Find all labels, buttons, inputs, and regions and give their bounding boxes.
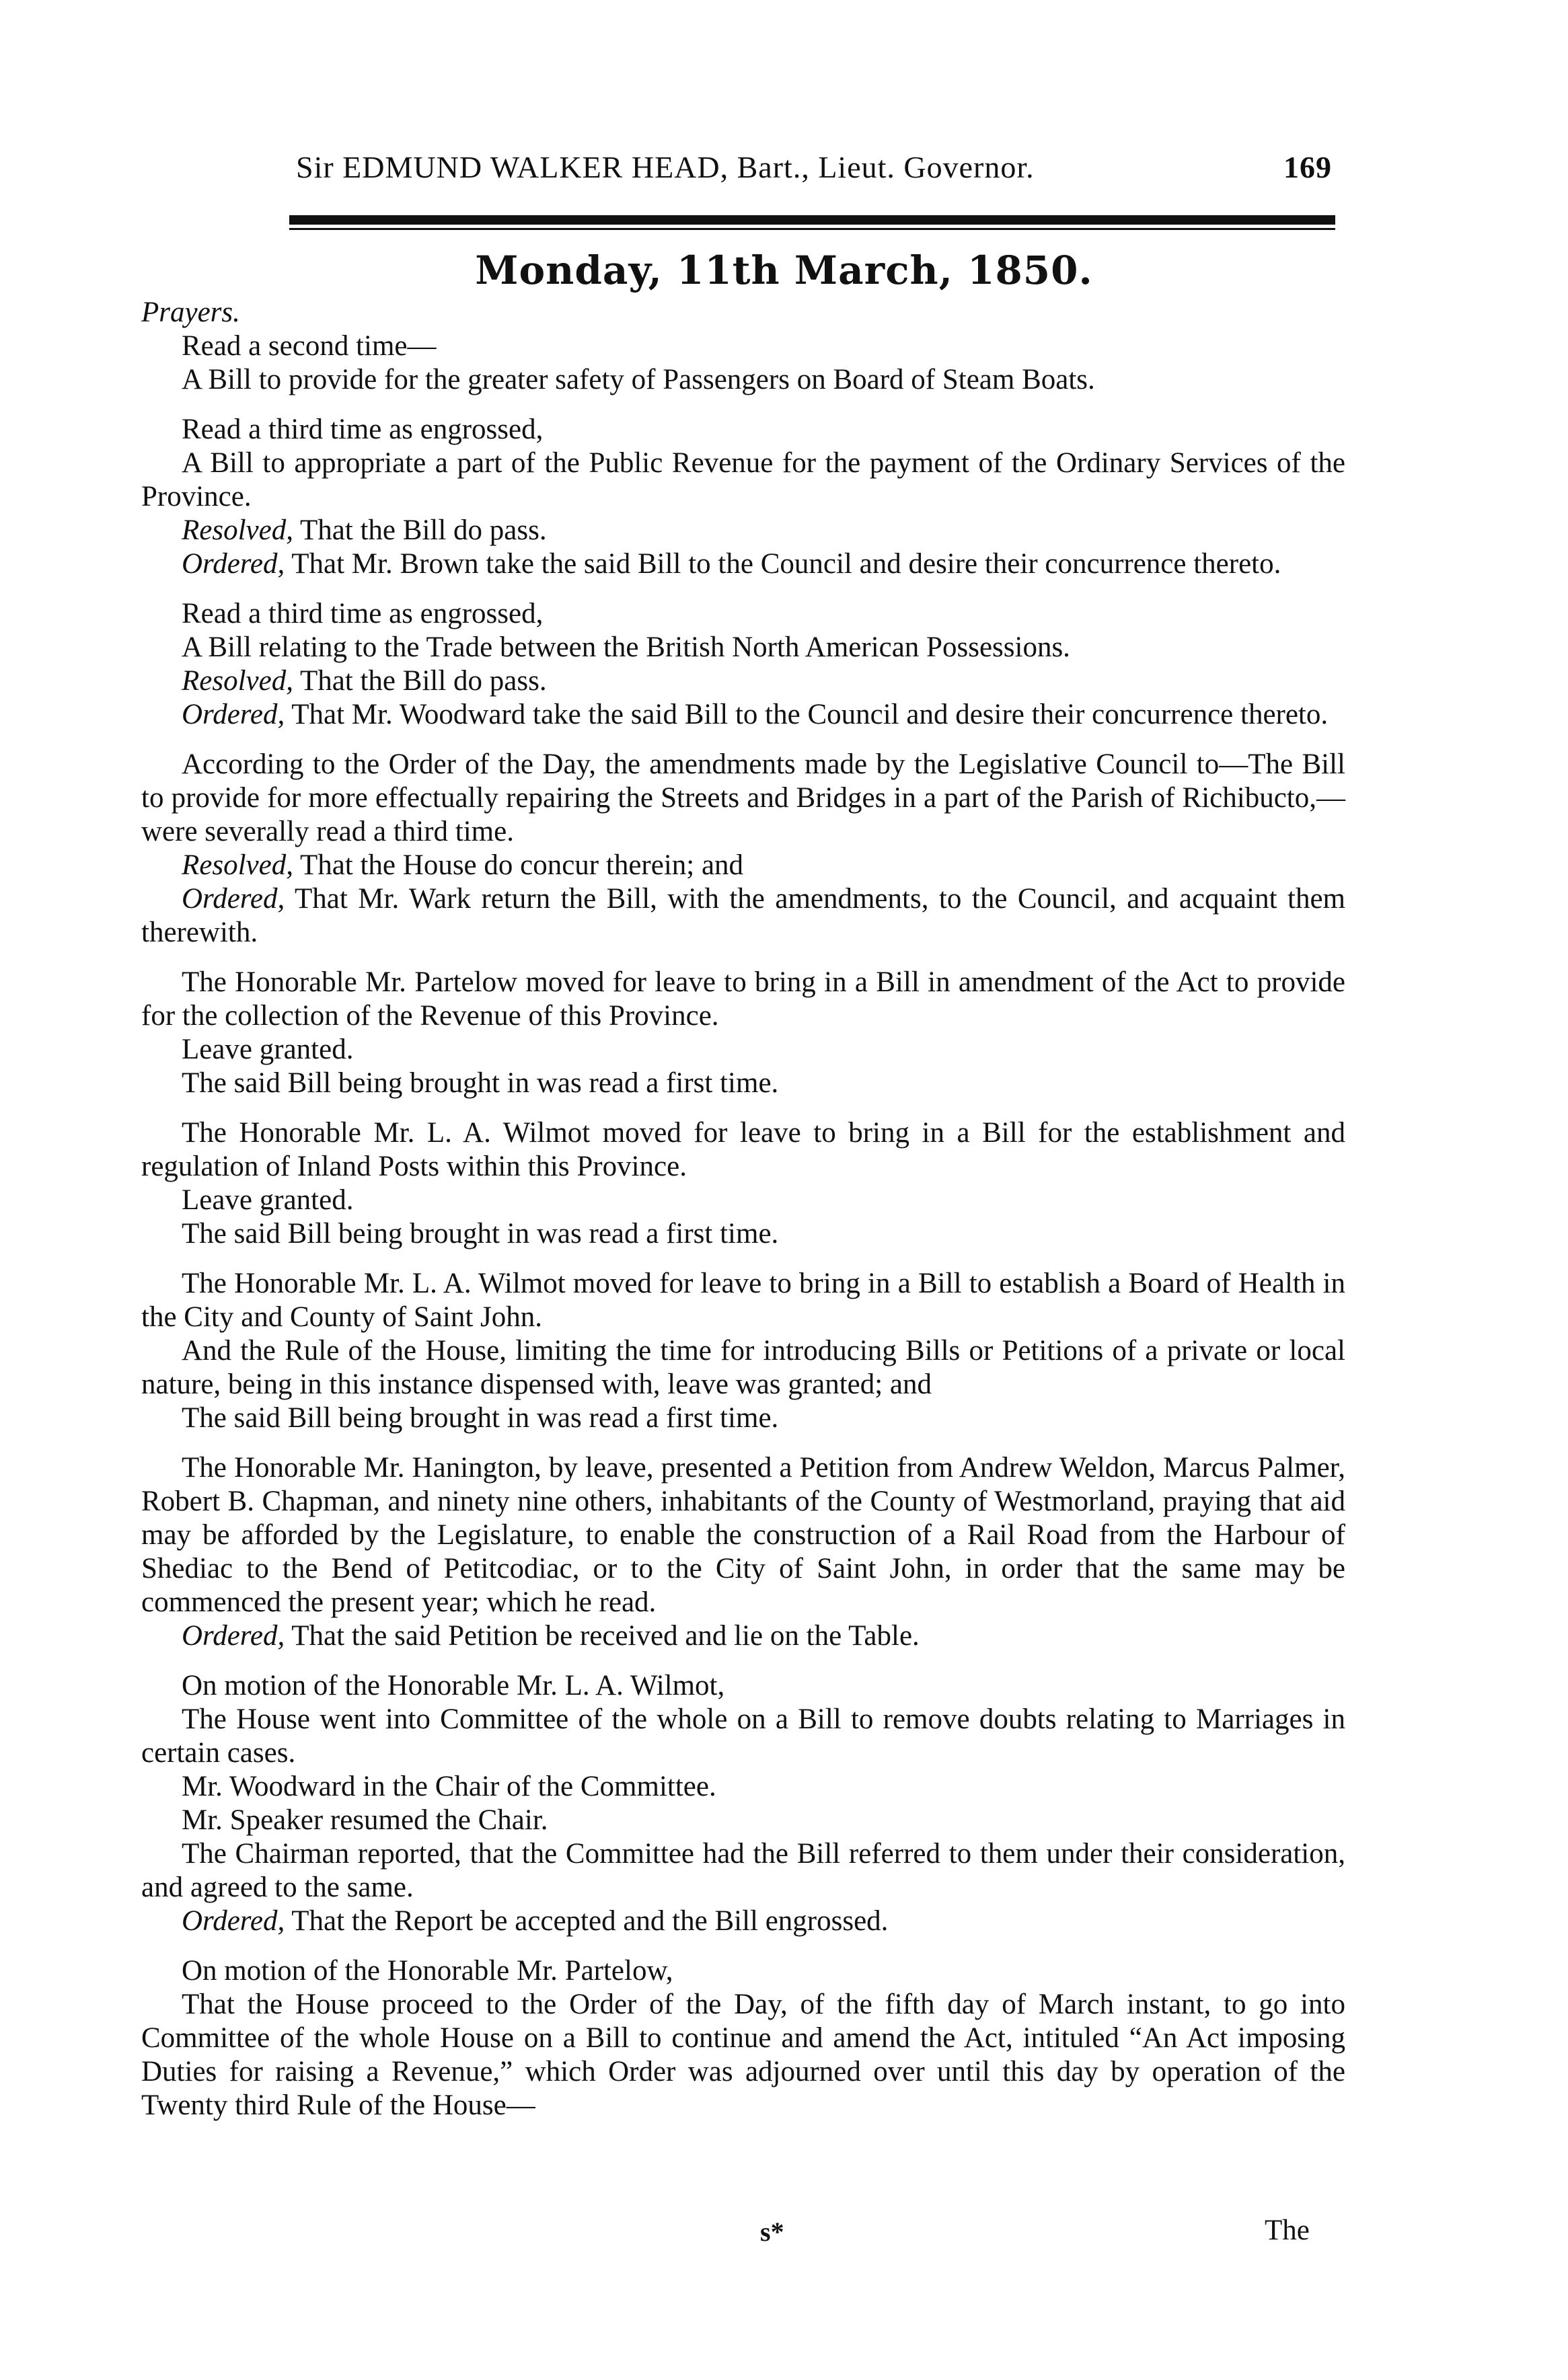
paragraph [141, 413, 1345, 447]
signature-mark: s* [760, 2217, 784, 2247]
paragraph-text: That the House proceed to the Order of the Day, of the fifth day of March instant, to go into Committee of the whole House on a Bill to continue and amend the Act, intituled “An Act imposing Duties for raising a Revenue,” which Order was adjourned over until this day by operation of the Twenty third Rule of the House— [141, 1989, 1345, 2121]
running-head [283, 149, 1339, 196]
paragraph-text: The Chairman reported, that the Committee had the Bill referred to them under their consideration, and agreed to the same. [141, 1838, 1345, 1903]
paragraph-text: A Bill to provide for the greater safety of Passengers on Board of Steam Boats. [182, 364, 1095, 395]
paragraph [141, 882, 1345, 950]
body-text [141, 296, 1345, 2122]
paragraph-text: According to the Order of the Day, the amendments made by the Legislative Council to—The Bill to provide for more effectually repairing the Streets and Bridges in a part of the Parish of Richibucto,—were severally read a third time. [141, 748, 1345, 847]
paragraph-lead: Resolved, [182, 514, 293, 546]
paragraph [141, 1905, 1345, 1938]
paragraph [141, 1033, 1345, 1067]
paragraph [141, 597, 1345, 631]
paragraph [141, 1804, 1345, 1837]
paragraph [141, 1334, 1345, 1402]
paragraph-text: Read a third time as engrossed, [182, 598, 544, 629]
paragraph-lead: Ordered, [182, 548, 285, 580]
paragraph-text: The Honorable Mr. Hanington, by leave, presented a Petition from Andrew Weldon, Marcus Palmer, Robert B. Chapman, and ninety nine others, inhabitants of the County of Westmorland, praying that aid may be afforded by the Legislature, to enable the construction of a Rail Road from the Harbour of Shediac to the Bend of Petitcodiac, or to the City of Saint John, in order that the same may be commenced the present year; which he read. [141, 1452, 1345, 1618]
paragraph-lead: Ordered, [182, 883, 285, 915]
paragraph-text: That the House do concur therein; and [299, 849, 744, 881]
paragraph-text: The House went into Committee of the whole on a Bill to remove doubts relating to Marriages in certain cases. [141, 1703, 1345, 1769]
paragraph-text: The said Bill being brought in was read a first time. [182, 1067, 779, 1099]
paragraph [141, 514, 1345, 547]
paragraph [141, 631, 1345, 664]
paragraph [141, 1669, 1345, 1703]
date-heading: Monday, 11th March, 1850. [475, 247, 1093, 293]
paragraph-text: And the Rule of the House, limiting the time for introducing Bills or Petitions of a private or local nature, being in this instance dispensed with, leave was granted; and [141, 1335, 1345, 1400]
paragraph-lead: Ordered, [182, 1620, 285, 1652]
paragraph [141, 1067, 1345, 1100]
paragraph [141, 664, 1345, 698]
header-rule-thick [289, 215, 1335, 225]
paragraph-text: Leave granted. [182, 1034, 354, 1065]
paragraph-text: Leave granted. [182, 1184, 354, 1216]
paragraph [141, 1402, 1345, 1435]
paragraph-text: The said Bill being brought in was read a first time. [182, 1218, 779, 1250]
prayers-label: Prayers. [141, 297, 240, 328]
paragraph-text: Read a third time as engrossed, [182, 414, 544, 445]
paragraph [141, 1116, 1345, 1184]
paragraph-lead: Resolved, [182, 849, 293, 881]
paragraph-text: That Mr. Woodward take the said Bill to the Council and desire their concurrence thereto. [291, 699, 1329, 730]
paragraph [141, 1619, 1345, 1653]
paragraph [141, 748, 1345, 849]
paragraph [141, 447, 1345, 514]
paragraph-text: The Honorable Mr. Partelow moved for leave to bring in a Bill in amendment of the Act to provide for the collection of the Revenue of this Province. [141, 966, 1345, 1032]
paragraph-text: On motion of the Honorable Mr. L. A. Wilmot, [182, 1670, 725, 1701]
paragraph-text: A Bill relating to the Trade between the British North American Possessions. [182, 631, 1070, 663]
paragraph [141, 1184, 1345, 1217]
paragraph-text: Mr. Woodward in the Chair of the Committee. [182, 1771, 716, 1802]
paragraph-text: The said Bill being brought in was read a first time. [182, 1402, 779, 1434]
paragraph-lead: Ordered, [182, 1905, 285, 1937]
paragraph [141, 1954, 1345, 1988]
paragraph-text: On motion of the Honorable Mr. Partelow, [182, 1955, 673, 1987]
paragraph-text: That the said Petition be received and lie on the Table. [291, 1620, 920, 1652]
paragraph [141, 1267, 1345, 1334]
paragraph-text: That Mr. Wark return the Bill, with the amendments, to the Council, and acquaint them therewith. [141, 883, 1345, 948]
paragraph-text: Mr. Speaker resumed the Chair. [182, 1804, 548, 1836]
paragraph-text: Read a second time— [182, 330, 437, 362]
header-rule-thin [289, 228, 1335, 230]
running-title: Sir EDMUND WALKER HEAD, Bart., Lieut. Governor. [296, 150, 1035, 184]
paragraph-text: That Mr. Brown take the said Bill to the Council and desire their concurrence thereto. [291, 548, 1281, 580]
catchword: The [1265, 2215, 1310, 2246]
paragraph [141, 698, 1345, 732]
paragraph [141, 363, 1345, 397]
paragraph [141, 1217, 1345, 1251]
paragraph-text: The Honorable Mr. L. A. Wilmot moved for leave to bring in a Bill to establish a Board of Health in the City and County of Saint John. [141, 1268, 1345, 1333]
paragraph [141, 849, 1345, 882]
paragraph [141, 547, 1345, 581]
paragraph-text: That the Bill do pass. [299, 514, 547, 546]
paragraph-text: That the Report be accepted and the Bill engrossed. [291, 1905, 889, 1937]
page-number: 169 [1283, 150, 1332, 184]
paragraph-text: The Honorable Mr. L. A. Wilmot moved for leave to bring in a Bill for the establishment and regulation of Inland Posts within this Province. [141, 1117, 1345, 1182]
paragraph [141, 966, 1345, 1033]
paragraph-lead: Ordered, [182, 699, 285, 730]
paragraph [141, 1451, 1345, 1619]
paragraph [141, 1703, 1345, 1770]
paragraph-text: A Bill to appropriate a part of the Public Revenue for the payment of the Ordinary Services of the Province. [141, 447, 1345, 512]
paragraph-text: That the Bill do pass. [299, 665, 547, 697]
paragraph [141, 1837, 1345, 1905]
paragraph [141, 330, 1345, 363]
paragraph [141, 1770, 1345, 1804]
paragraph-lead: Resolved, [182, 665, 293, 697]
paragraph [141, 1988, 1345, 2122]
